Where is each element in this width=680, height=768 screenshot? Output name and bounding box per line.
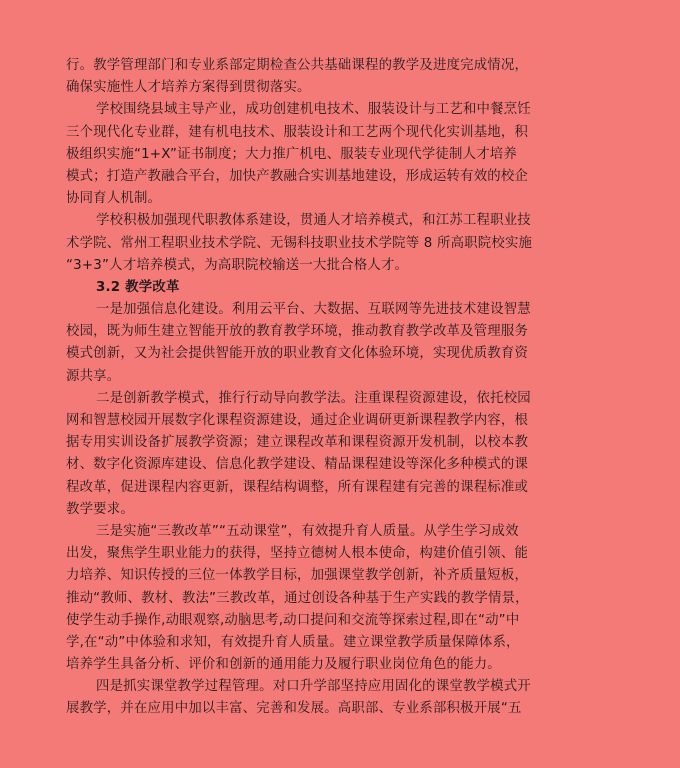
text-line: “3+3”人才培养模式，为高职院校输送一大批合格人才。 bbox=[66, 257, 409, 273]
text-line: 培养学生具备分析、评价和创新的通用能力及履行职业岗位角色的能力。 bbox=[66, 657, 501, 673]
text-line: 教学要求。 bbox=[66, 501, 134, 517]
text-line: 材、数字化资源库建设、信息化教学建设、精品课程建设等深化多种模式的课 bbox=[66, 457, 529, 473]
text-line: 术学院、常州工程职业技术学院、无锡科技职业技术学院等 8 所高职院校实施 bbox=[66, 235, 533, 251]
text-line: 推动“教师、教材、教法”三教改革，通过创设各种基于生产实践的教学情景， bbox=[66, 590, 529, 606]
text-line: 模式创新，又为社会提供智能开放的职业教育文化体验环境，实现优质教育资 bbox=[66, 346, 529, 362]
text-line: 力培养、知识传授的三位一体教学目标，加强课堂教学创新，补齐质量短板， bbox=[66, 568, 529, 584]
text-line: 模式；打造产教融合平台，加快产教融合实训基地建设，形成运转有效的校企 bbox=[66, 168, 529, 184]
text-line: 二是创新教学模式，推行行动导向教学法。注重课程资源建设，依托校园 bbox=[96, 390, 531, 406]
text-line: 极组织实施“1+X”证书制度；大力推广机电、服装专业现代学徒制人才培养 bbox=[66, 146, 517, 162]
text-line: 校园，既为师生建立智能开放的教育教学环境，推动教育教学改革及管理服务 bbox=[66, 324, 529, 340]
text-line: 出发，聚焦学生职业能力的获得，坚持立德树人根本使命，构建价值引领、能 bbox=[66, 546, 529, 562]
text-line: 展教学，并在应用中加以丰富、完善和发展。高职部、专业系部积极开展“五 bbox=[66, 701, 522, 717]
text-line: 学校围绕县域主导产业，成功创建机电技术、服装设计与工艺和中餐烹饪 bbox=[96, 102, 531, 118]
text-line: 学校积极加强现代职教体系建设，贯通人才培养模式，和江苏工程职业技 bbox=[96, 213, 531, 229]
text-line: 学,在“动”中体验和求知，有效提升育人质量。建立课堂教学质量保障体系， bbox=[66, 634, 520, 650]
text-line: 据专用实训设备扩展教学资源；建立课程改革和课程资源开发机制，以校本教 bbox=[66, 435, 529, 451]
text-line: 源共享。 bbox=[66, 368, 121, 384]
text-line: 三个现代化专业群，建有机电技术、服装设计和工艺两个现代化实训基地，积 bbox=[66, 124, 529, 140]
text-line: 四是抓实课堂教学过程管理。对口升学部坚持应用固化的课堂教学模式开 bbox=[96, 679, 531, 695]
section-heading: 3.2 教学改革 bbox=[96, 279, 180, 295]
text-line: 确保实施性人才培养方案得到贯彻落实。 bbox=[66, 80, 311, 96]
text-line: 使学生动手操作,动眼观察,动脑思考,动口提问和交流等探索过程,即在“动”中 bbox=[66, 612, 520, 628]
text-line: 三是实施“三教改革”“五动课堂”，有效提升育人质量。从学生学习成效 bbox=[96, 523, 519, 539]
text-line: 行。教学管理部门和专业系部定期检查公共基础课程的教学及进度完成情况， bbox=[66, 58, 529, 73]
text-line: 协同育人机制。 bbox=[66, 191, 162, 207]
text-line: 程改革，促进课程内容更新，课程结构调整，所有课程建有完善的课程标准或 bbox=[66, 479, 529, 495]
text-line: 一是加强信息化建设。利用云平台、大数据、互联网等先进技术建设智慧 bbox=[96, 302, 531, 318]
document-page bbox=[66, 55, 612, 721]
text-line: 网和智慧校园开展数字化课程资源建设，通过企业调研更新课程教学内容，根 bbox=[66, 413, 529, 428]
